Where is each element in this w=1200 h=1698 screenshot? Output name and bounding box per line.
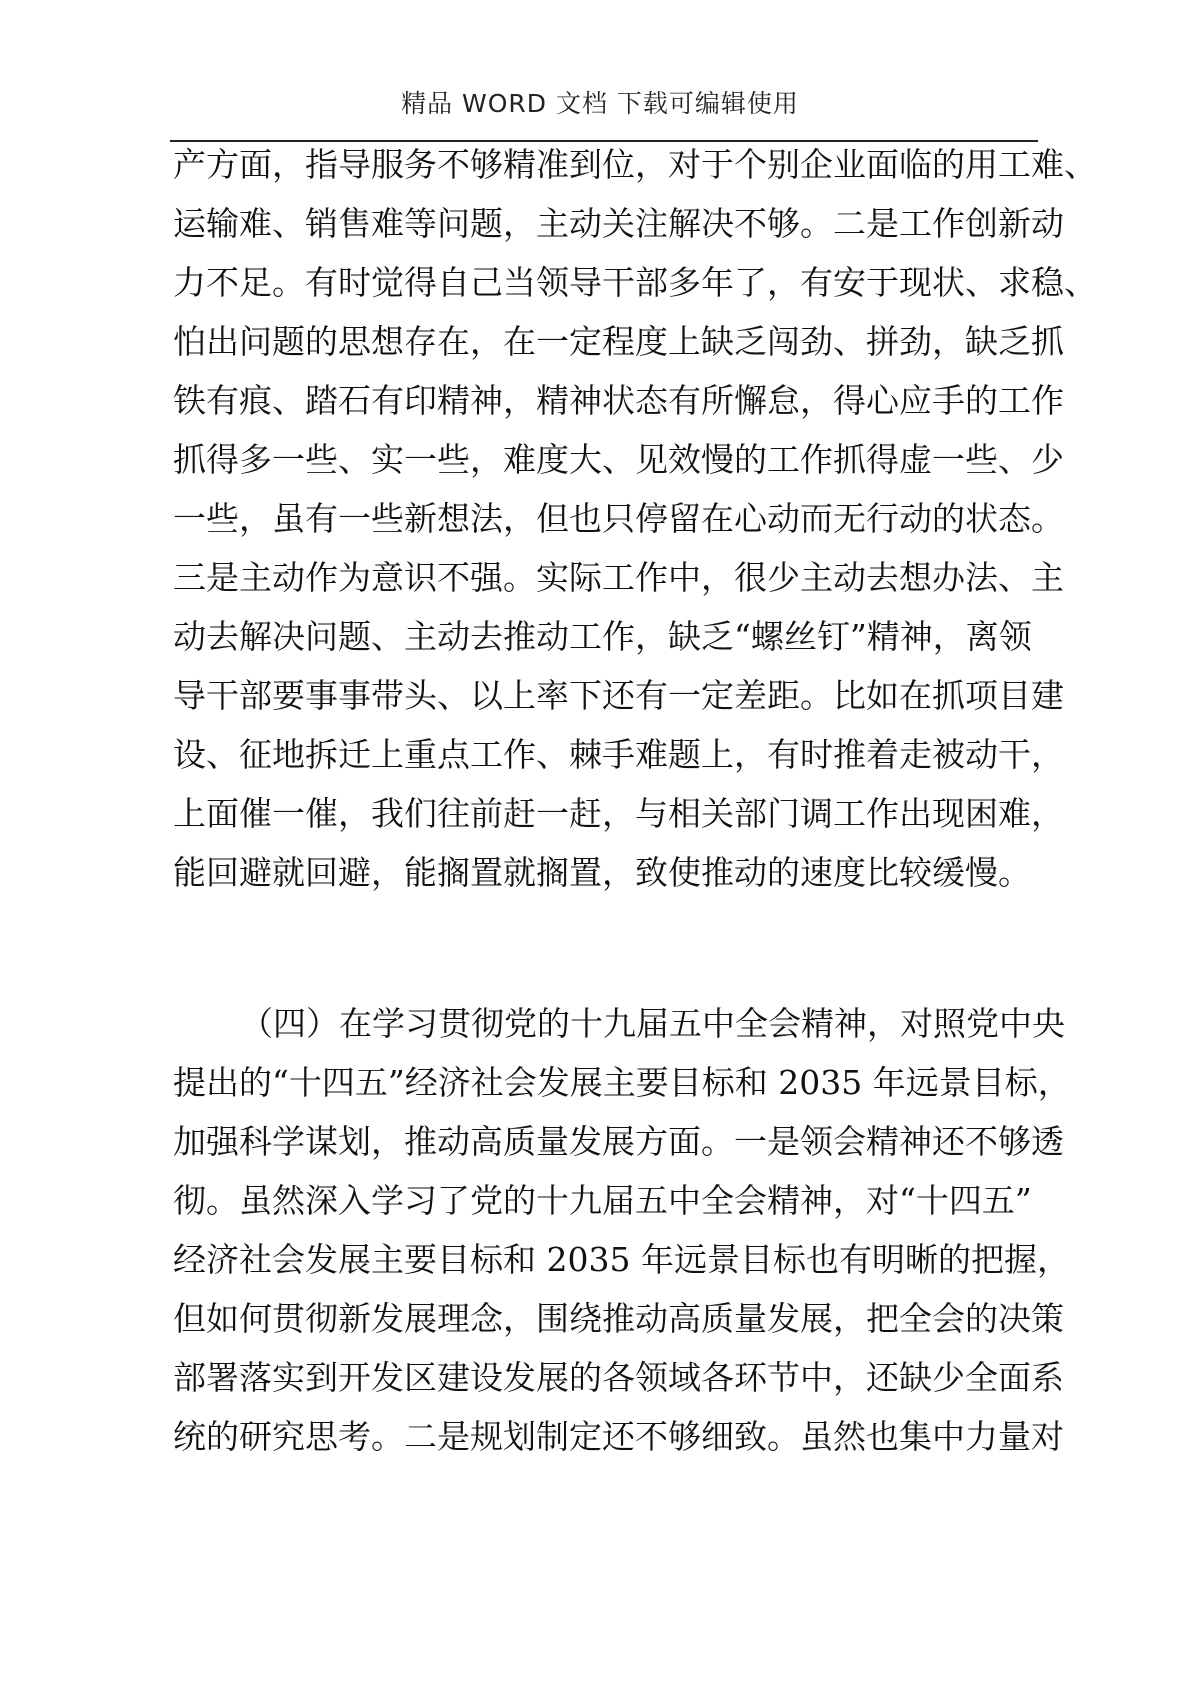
paragraph-2-line-2: 提出的“十四五”经济社会发展主要目标和 2035 年远景目标， bbox=[173, 1063, 1071, 1102]
paragraph-1-line-4: 怕出问题的思想存在，在一定程度上缺乏闯劲、拼劲，缺乏抓 bbox=[173, 322, 1064, 361]
paragraph-2-line-6: 但如何贯彻新发展理念，围绕推动高质量发展，把全会的决策 bbox=[173, 1299, 1064, 1338]
paragraph-1-line-11: 设、征地拆迁上重点工作、棘手难题上，有时推着走被动干， bbox=[173, 735, 1064, 774]
paragraph-2-line-8: 统的研究思考。二是规划制定还不够细致。虽然也集中力量对 bbox=[173, 1417, 1064, 1456]
paragraph-1-line-6: 抓得多一些、实一些，难度大、见效慢的工作抓得虚一些、少 bbox=[173, 440, 1064, 479]
paragraph-1-line-13: 能回避就回避，能搁置就搁置，致使推动的速度比较缓慢。 bbox=[173, 853, 1031, 892]
paragraph-2-line-4: 彻。虽然深入学习了党的十九届五中全会精神，对“十四五” bbox=[173, 1181, 1032, 1220]
header-divider bbox=[170, 140, 1038, 142]
paragraph-1-line-10: 导干部要事事带头、以上率下还有一定差距。比如在抓项目建 bbox=[173, 676, 1064, 715]
paragraph-2-line-5: 经济社会发展主要目标和 2035 年远景目标也有明晰的把握， bbox=[173, 1240, 1070, 1279]
paragraph-2-line-1: （四）在学习贯彻党的十九届五中全会精神，对照党中央 bbox=[240, 1004, 1065, 1043]
page-header: 精品 WORD 文档 下载可编辑使用 bbox=[401, 89, 799, 118]
paragraph-1-line-8: 三是主动作为意识不强。实际工作中，很少主动去想办法、主 bbox=[173, 558, 1064, 597]
paragraph-2-line-3: 加强科学谋划，推动高质量发展方面。一是领会精神还不够透 bbox=[173, 1122, 1064, 1161]
paragraph-1-line-5: 铁有痕、踏石有印精神，精神状态有所懈怠，得心应手的工作 bbox=[173, 381, 1064, 420]
paragraph-1-line-1: 产方面，指导服务不够精准到位，对于个别企业面临的用工难、 bbox=[173, 145, 1097, 184]
paragraph-1-line-2: 运输难、销售难等问题，主动关注解决不够。二是工作创新动 bbox=[173, 204, 1064, 243]
paragraph-1-line-7: 一些，虽有一些新想法，但也只停留在心动而无行动的状态。 bbox=[173, 499, 1064, 538]
paragraph-1-line-3: 力不足。有时觉得自己当领导干部多年了，有安于现状、求稳、 bbox=[173, 263, 1097, 302]
paragraph-2-line-7: 部署落实到开发区建设发展的各领域各环节中，还缺少全面系 bbox=[173, 1358, 1064, 1397]
paragraph-1-line-12: 上面催一催，我们往前赶一赶，与相关部门调工作出现困难， bbox=[173, 794, 1064, 833]
paragraph-1-line-9: 动去解决问题、主动去推动工作，缺乏“螺丝钉”精神，离领 bbox=[173, 617, 1032, 656]
